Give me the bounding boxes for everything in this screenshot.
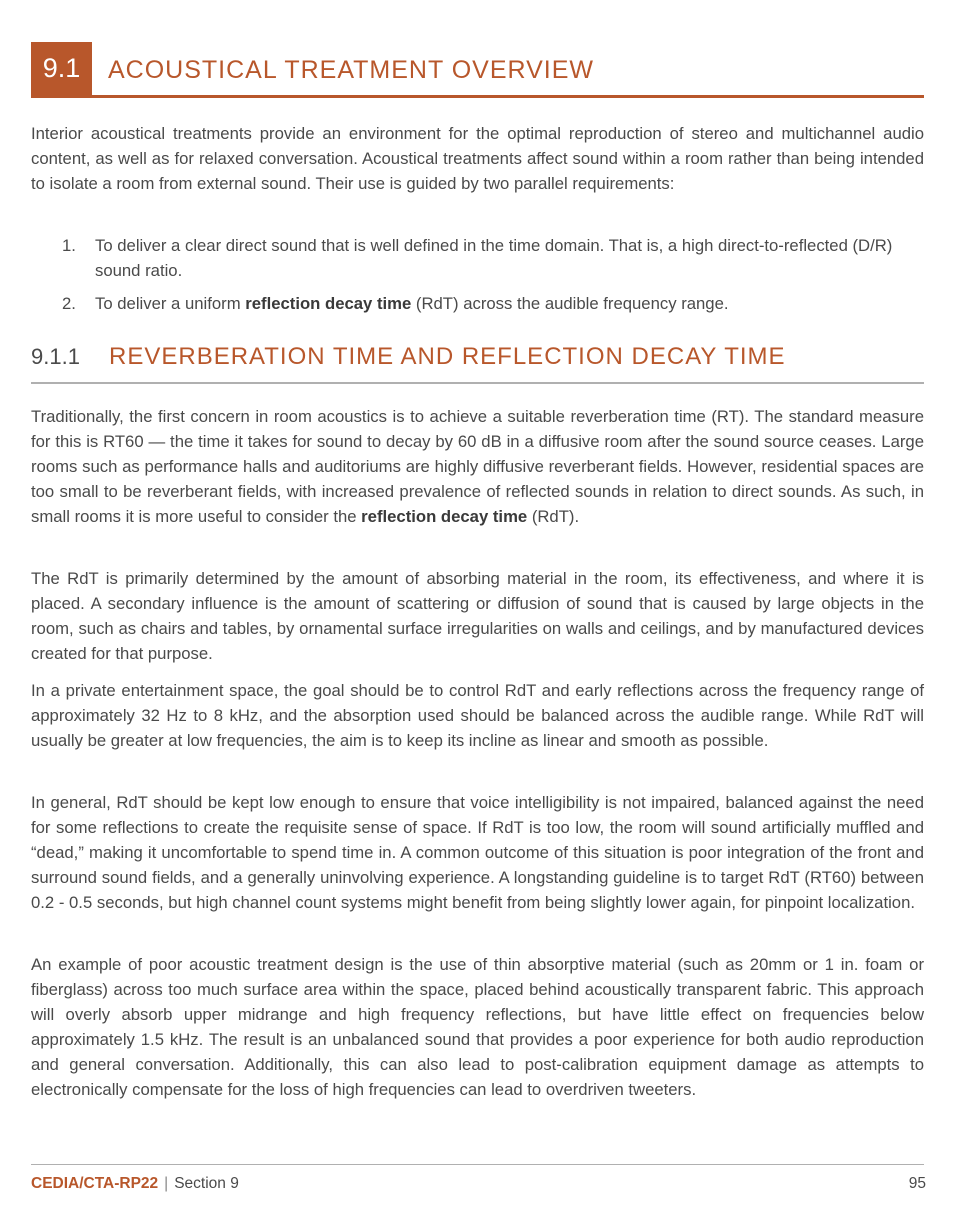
intro-paragraph: Interior acoustical treatments provide an environment for the optimal reproduction of stereo and multichannel audio content, as well as for relaxed conversation. Acoustical treatments affect sound within a room rather than being intended to isolate a room from external sound. Their use is guided by two parallel requirements: xyxy=(31,124,924,193)
section-heading xyxy=(31,42,924,98)
paragraph-frequency-range: In a private entertainment space, the goal should be to control RdT and early reflections across the frequency range of approximately 32 Hz to 8 kHz, and the absorption used should be balanced across the audible range. While RdT will usually be greater at low frequencies, the aim is to keep its incline as linear and smooth as possible. xyxy=(31,681,924,750)
list-item-number: 1. xyxy=(62,236,76,255)
list-item-text: To deliver a clear direct sound that is well defined in the time domain. That is, a high direct-to-reflected (D/R) sound ratio. xyxy=(95,236,893,280)
list-item xyxy=(31,234,924,284)
list-item-text-before: To deliver a uniform xyxy=(95,293,246,313)
paragraph-text-before: Traditionally, the first concern in room acoustics is to achieve a suitable reverberation time (RT). The standard measure for this is RT60 — the time it takes for sound to decay by 60 dB in a diffusive room after the sound source ceases. Large rooms such as performance halls and auditoriums are highly diffusive reverberant fields. However, residential spaces are too small to be reverberant fields, with increased prevalence of reflected sounds in relation to direct sounds. As such, in small rooms it is more useful to consider the xyxy=(31,407,924,526)
section-title: ACOUSTICAL TREATMENT OVERVIEW xyxy=(108,56,595,84)
paragraph-text-after: (RdT). xyxy=(527,506,580,526)
subsection-title: REVERBERATION TIME AND REFLECTION DECAY TIME xyxy=(109,343,786,370)
list-item-number: 2. xyxy=(62,293,76,313)
list-item-text-after: (RdT) across the audible frequency range. xyxy=(411,293,729,313)
paragraph-reverberation xyxy=(31,405,924,530)
footer-left xyxy=(31,1175,239,1193)
subsection-heading xyxy=(31,342,924,384)
footer-divider xyxy=(31,1164,924,1165)
footer-section: Section 9 xyxy=(174,1175,239,1192)
paragraph-guidelines: In general, RdT should be kept low enough to ensure that voice intelligibility is not impaired, balanced against the need for some reflections to create the requisite sense of space. If RdT is too low, the room will sound artificially muffled and “dead,” making it uncomfortable to spend time in. A common outcome of this situation is poor integration of the front and surround sound fields, and a generally uninvolving experience. A longstanding guideline is to target RdT (RT60) between 0.2 - 0.5 seconds, but high channel count systems might benefit from being slightly lower again, for pinpoint localization. xyxy=(31,793,924,912)
subsection-number: 9.1.1 xyxy=(31,344,80,369)
paragraph-poor-design-example: An example of poor acoustic treatment design is the use of thin absorptive material (such as 20mm or 1 in. foam or fiberglass) across too much surface area within the space, placed behind acoustically transparent fabric. This approach will overly absorb upper midrange and high frequency reflections, but have little effect on frequencies below approximately 1.5 kHz. The result is an unbalanced sound that provides a poor experience for both audio reproduction and general conversation. Additionally, this can also lead to post-calibration equipment damage as attempts to electronically compensate for the loss of high frequencies can lead to overdriven tweeters. xyxy=(31,955,924,1099)
bold-term: reflection decay time xyxy=(361,506,528,526)
list-item-bold-term: reflection decay time xyxy=(245,293,412,313)
section-number: 9.1 xyxy=(31,42,92,95)
paragraph-rdt-factors: The RdT is primarily determined by the amount of absorbing material in the room, its effectiveness, and where it is placed. A secondary influence is the amount of scattering or diffusion of sound that is caused by large objects in the room, such as chairs and tables, by ornamental surface irregularities on walls and ceilings, and by manufactured devices created for that purpose. xyxy=(31,569,924,663)
requirements-list xyxy=(31,234,924,325)
page-number: 95 xyxy=(908,1175,926,1192)
list-item xyxy=(31,292,924,317)
footer-brand: CEDIA/CTA-RP22 xyxy=(31,1175,159,1192)
footer-separator: | xyxy=(164,1175,169,1192)
